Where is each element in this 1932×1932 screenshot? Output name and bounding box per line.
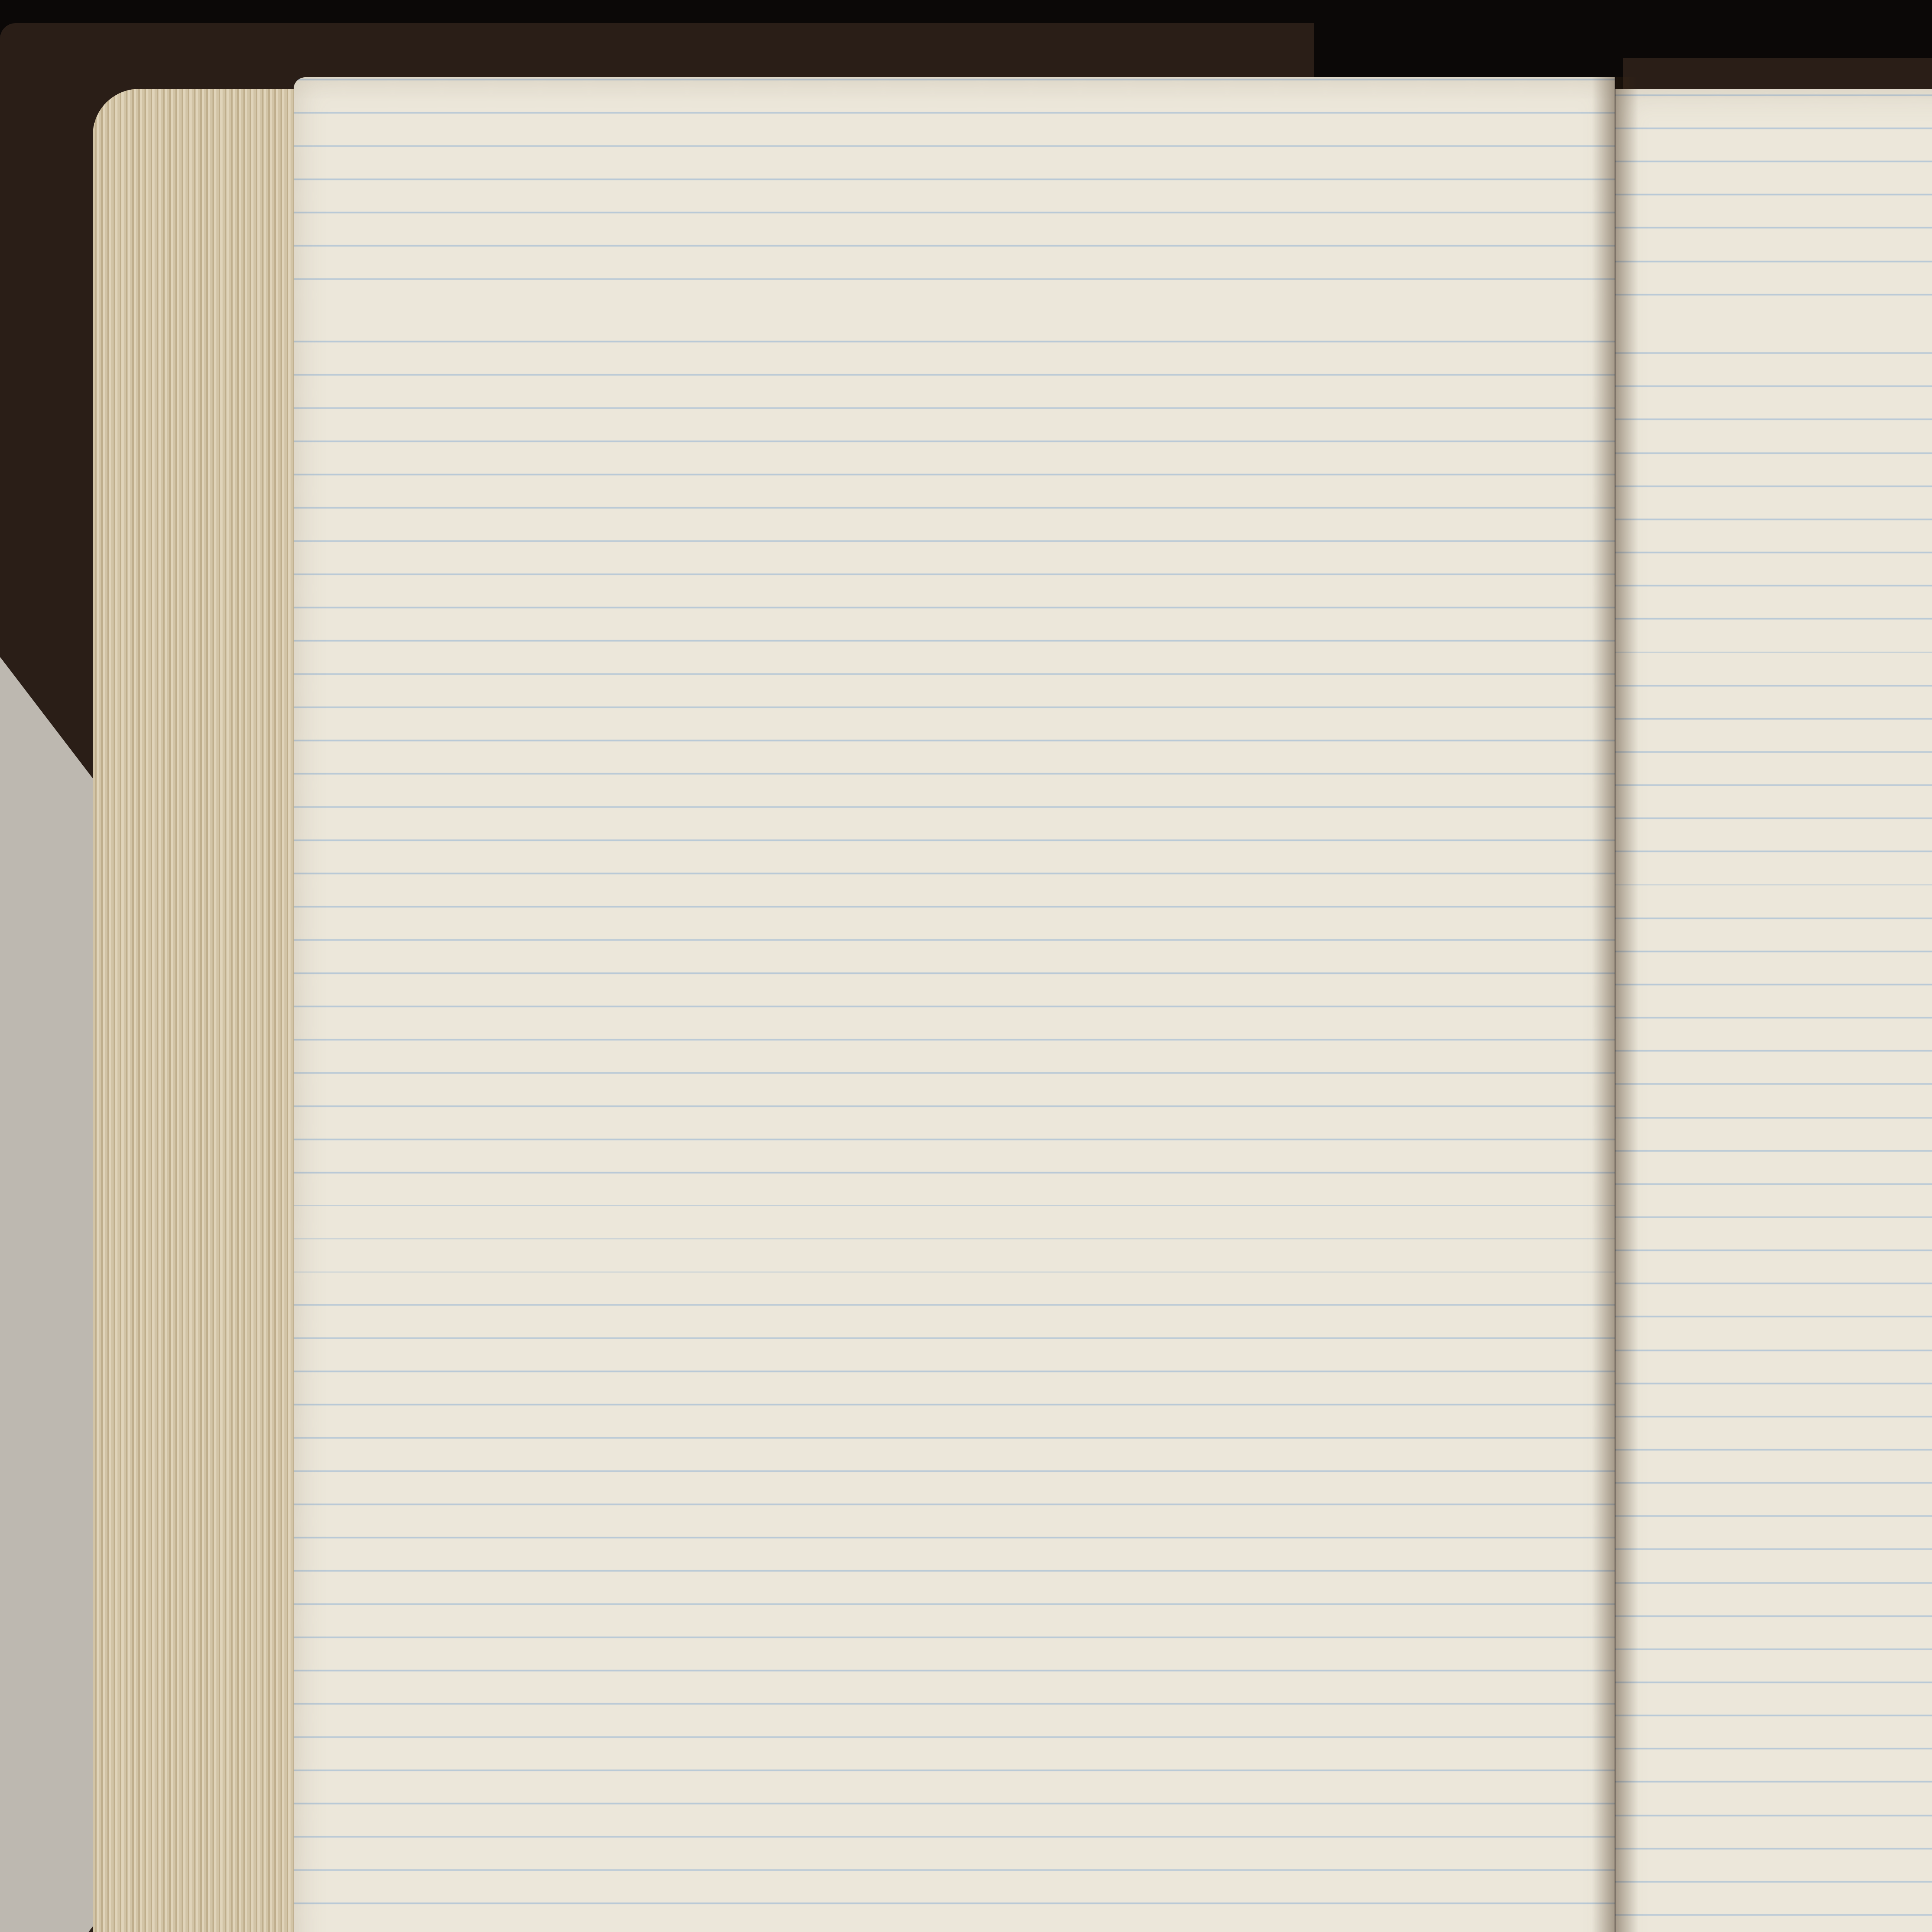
page-edges-left [93, 89, 325, 1932]
ledger-page-right [1615, 89, 1932, 1932]
book-gutter [1592, 77, 1638, 1932]
ledger-page-left [294, 77, 1615, 1932]
